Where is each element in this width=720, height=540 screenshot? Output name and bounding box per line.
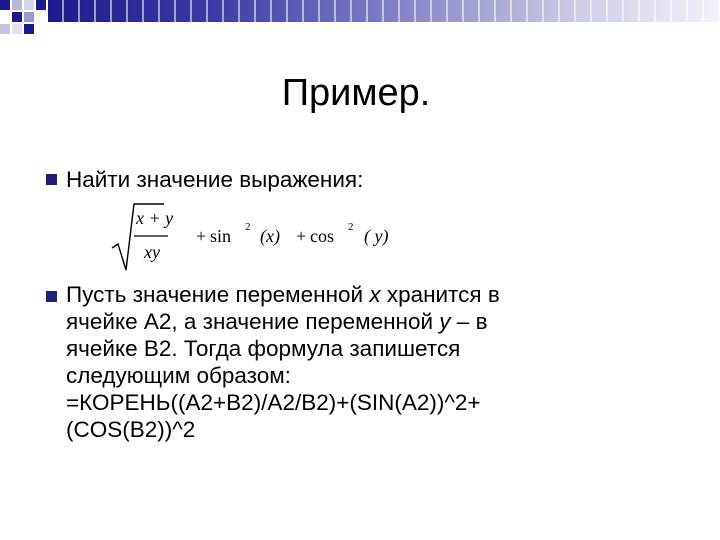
cos-function: cos [310, 226, 334, 246]
numerator: x + y [136, 208, 174, 228]
text-run: Пусть значение переменной [66, 282, 370, 307]
sin-function: sin [210, 226, 232, 246]
text-run: хранится в [380, 282, 500, 307]
sin-exponent: 2 [245, 221, 251, 233]
decor-square [0, 0, 10, 10]
excel-formula-line-1: =КОРЕНЬ((A2+B2)/A2/B2)+(SIN(A2))^2+ [66, 390, 481, 415]
decor-square [12, 24, 22, 34]
excel-formula-line-2: (COS(B2))^2 [66, 417, 196, 442]
decor-square [12, 0, 22, 10]
math-formula [108, 196, 428, 274]
decor-gradient-bar [48, 0, 720, 22]
decor-square [24, 0, 34, 10]
decor-square [24, 12, 34, 22]
text-run: – в [450, 309, 488, 334]
slide-title-text: Пример. [281, 72, 431, 114]
bullet-2-line-2 [66, 308, 500, 335]
bullet-square-icon [46, 291, 57, 302]
bullet-2-line-3: ячейке В2. Тогда формула запишется [66, 336, 461, 361]
bullet-2-line-1 [66, 281, 500, 308]
variable-x: x [369, 282, 381, 307]
decor-square [12, 12, 22, 22]
bullet-1-text: Найти значение выражения: [66, 167, 364, 192]
decor-stripes [48, 0, 720, 22]
denominator: xy [144, 242, 160, 262]
sin-argument: (x) [260, 226, 280, 246]
text-run: ячейке А2, а значение переменной [66, 309, 440, 334]
bullet-2-line-4: следующим образом: [66, 363, 291, 388]
decor-square [24, 24, 34, 34]
decor-square [36, 0, 46, 10]
plus-sign-1: + [196, 226, 207, 246]
decorative-header [0, 0, 720, 48]
cos-argument: ( y) [364, 226, 389, 246]
slide-title [0, 72, 720, 115]
variable-y: y [439, 309, 451, 334]
cos-exponent: 2 [348, 221, 354, 233]
decor-square [0, 24, 10, 34]
plus-sign-2: + [296, 226, 307, 246]
bullet-square-icon [46, 174, 57, 185]
bullet-2-text [66, 281, 500, 443]
